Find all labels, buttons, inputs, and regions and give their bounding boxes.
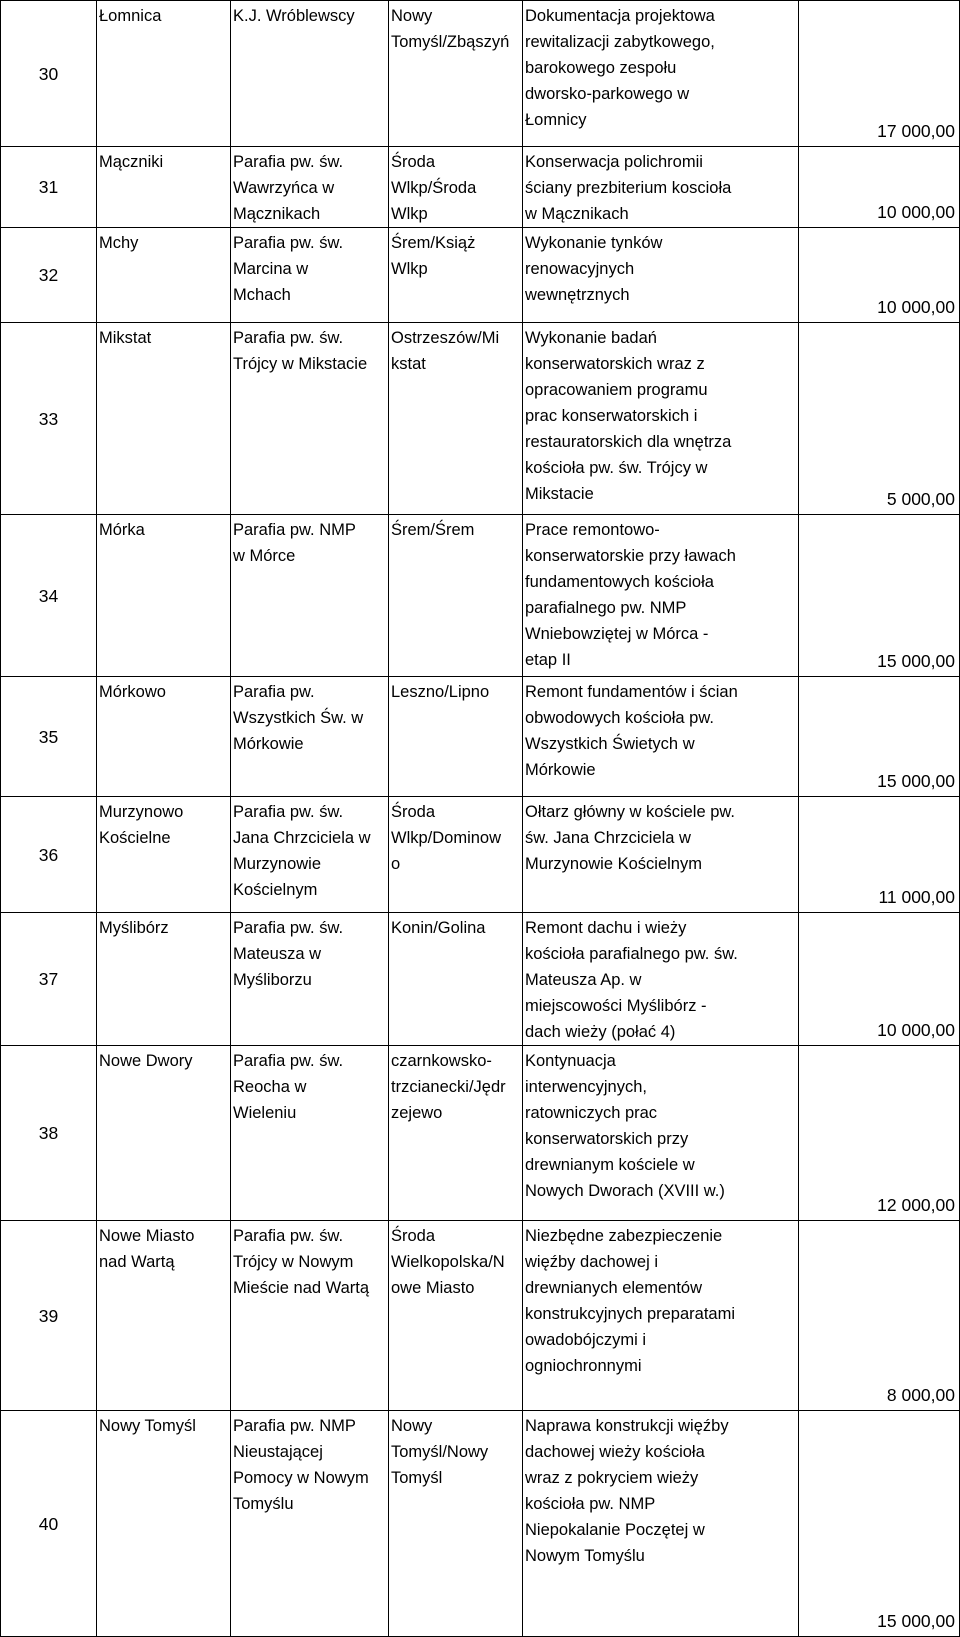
table-row: [1, 1, 960, 147]
county-commune-line: Leszno/Lipno: [391, 683, 490, 701]
task-description-cell: [523, 677, 799, 797]
owner-line: Marcina w: [233, 260, 309, 278]
task-description-line: barokowego zespołu: [525, 59, 677, 77]
task-description-line: Mórkowie: [525, 761, 596, 779]
task-description-cell: [523, 1411, 799, 1637]
row-number: 35: [1, 677, 97, 797]
amount-cell: 10 000,00: [799, 228, 960, 323]
owner-cell: [231, 228, 389, 323]
county-commune-line: Konin/Golina: [391, 919, 486, 937]
owner-cell: [231, 1411, 389, 1637]
task-description-line: Nowych Dworach (XVIII w.): [525, 1182, 725, 1200]
locality-cell: [97, 1046, 231, 1221]
owner-cell: [231, 147, 389, 228]
locality-cell: [97, 323, 231, 515]
owner-cell: [231, 797, 389, 913]
locality-line: Łomnica: [99, 7, 162, 25]
owner-line: K.J. Wróblewscy: [233, 7, 355, 25]
locality-line: Kościelne: [99, 829, 171, 847]
task-description-line: Nowym Tomyślu: [525, 1547, 645, 1565]
owner-line: Wawrzyńca w: [233, 179, 335, 197]
amount-cell: 11 000,00: [799, 797, 960, 913]
amount-cell: 10 000,00: [799, 147, 960, 228]
owner-line: Wieleniu: [233, 1104, 297, 1122]
locality-cell: [97, 797, 231, 913]
table-row: [1, 147, 960, 228]
owner-line: Trójcy w Nowym: [233, 1253, 354, 1271]
task-description-line: Łomnicy: [525, 111, 587, 129]
task-description-line: konstrukcyjnych preparatami: [525, 1305, 736, 1323]
locality-cell: [97, 228, 231, 323]
task-description-line: Wykonanie badań: [525, 329, 657, 347]
locality-cell: [97, 677, 231, 797]
owner-line: Mateusza w: [233, 945, 322, 963]
county-commune-line: o: [391, 855, 401, 873]
task-description-line: Dokumentacja projektowa: [525, 7, 715, 25]
locality-cell: [97, 1, 231, 147]
amount-cell: 17 000,00: [799, 1, 960, 147]
task-description-line: dworsko-parkowego w: [525, 85, 690, 103]
row-number: 32: [1, 228, 97, 323]
locality-line: Mórkowo: [99, 683, 166, 701]
task-description-line: wewnętrznych: [525, 286, 630, 304]
task-description-cell: [523, 1, 799, 147]
task-description-line: Niepokalanie Poczętej w: [525, 1521, 705, 1539]
county-commune-line: Śrem/Śrem: [391, 521, 475, 539]
amount-cell: 15 000,00: [799, 677, 960, 797]
county-commune-cell: [389, 515, 523, 677]
table-row: [1, 1411, 960, 1637]
amount-cell: 10 000,00: [799, 913, 960, 1046]
task-description-line: miejscowości Myślibórz -: [525, 997, 707, 1015]
owner-line: Parafia pw. św.: [233, 1227, 344, 1245]
county-commune-line: Tomyśl: [391, 1469, 443, 1487]
task-description-line: dach wieży (połać 4): [525, 1023, 676, 1041]
task-description-line: św. Jana Chrzciciela w: [525, 829, 691, 847]
table-row: [1, 1046, 960, 1221]
locality-cell: [97, 1221, 231, 1411]
task-description-line: Ołtarz główny w kościele pw.: [525, 803, 735, 821]
amount-cell: 8 000,00: [799, 1221, 960, 1411]
task-description-line: więźby dachowej i: [525, 1253, 658, 1271]
county-commune-line: Środa: [391, 1227, 436, 1245]
owner-line: Parafia pw. NMP: [233, 521, 356, 539]
task-description-line: Konserwacja polichromii: [525, 153, 703, 171]
row-number: 39: [1, 1221, 97, 1411]
locality-line: Mikstat: [99, 329, 152, 347]
amount-cell: 15 000,00: [799, 1411, 960, 1637]
owner-line: Murzynowie: [233, 855, 322, 873]
task-description-cell: [523, 228, 799, 323]
table-row: [1, 677, 960, 797]
task-description-line: Mateusza Ap. w: [525, 971, 642, 989]
task-description-line: fundamentowych kościoła: [525, 573, 714, 591]
locality-line: Mączniki: [99, 153, 164, 171]
locality-cell: [97, 913, 231, 1046]
county-commune-cell: [389, 228, 523, 323]
locality-cell: [97, 1411, 231, 1637]
task-description-line: Mikstacie: [525, 485, 594, 503]
task-description-line: wraz z pokryciem wieży: [525, 1469, 699, 1487]
task-description-line: dachowej wieży kościoła: [525, 1443, 705, 1461]
locality-line: Murzynowo: [99, 803, 184, 821]
owner-line: Kościelnym: [233, 881, 318, 899]
task-description-line: obwodowych kościoła pw.: [525, 709, 714, 727]
owner-line: Myśliborzu: [233, 971, 312, 989]
county-commune-cell: [389, 323, 523, 515]
row-number: 34: [1, 515, 97, 677]
task-description-line: konserwatorskich przy: [525, 1130, 689, 1148]
locality-line: Mchy: [99, 234, 139, 252]
county-commune-line: Wielkopolska/N: [391, 1253, 505, 1271]
task-description-line: Remont dachu i wieży: [525, 919, 687, 937]
table-row: [1, 797, 960, 913]
owner-cell: [231, 677, 389, 797]
table-row: [1, 913, 960, 1046]
task-description-line: Niezbędne zabezpieczenie: [525, 1227, 723, 1245]
county-commune-line: Wlkp: [391, 260, 428, 278]
row-number: 31: [1, 147, 97, 228]
task-description-line: renowacyjnych: [525, 260, 635, 278]
task-description-line: w Mącznikach: [525, 205, 629, 223]
county-commune-line: czarnkowsko-: [391, 1052, 492, 1070]
row-number: 37: [1, 913, 97, 1046]
county-commune-line: Środa: [391, 153, 436, 171]
task-description-cell: [523, 515, 799, 677]
owner-line: Wszystkich Św. w: [233, 709, 364, 727]
task-description-line: kościoła pw. św. Trójcy w: [525, 459, 708, 477]
row-number: 30: [1, 1, 97, 147]
county-commune-cell: [389, 1046, 523, 1221]
task-description-line: prac konserwatorskich i: [525, 407, 698, 425]
county-commune-line: Śrem/Książ: [391, 234, 476, 252]
locality-line: nad Wartą: [99, 1253, 175, 1271]
owner-line: Mieście nad Wartą: [233, 1279, 370, 1297]
task-description-line: rewitalizacji zabytkowego,: [525, 33, 715, 51]
county-commune-cell: [389, 797, 523, 913]
row-number: 33: [1, 323, 97, 515]
task-description-line: drewnianym kościele w: [525, 1156, 695, 1174]
task-description-line: interwencyjnych,: [525, 1078, 647, 1096]
owner-line: Parafia pw. św.: [233, 919, 344, 937]
locality-line: Nowy Tomyśl: [99, 1417, 196, 1435]
county-commune-line: Środa: [391, 803, 436, 821]
county-commune-line: owe Miasto: [391, 1279, 475, 1297]
task-description-line: konserwatorskie przy ławach: [525, 547, 736, 565]
task-description-line: etap II: [525, 651, 571, 669]
locality-line: Nowe Miasto: [99, 1227, 195, 1245]
owner-line: Nieustającej: [233, 1443, 323, 1461]
locality-cell: [97, 515, 231, 677]
county-commune-line: Ostrzeszów/Mi: [391, 329, 500, 347]
county-commune-line: Tomyśl/Zbąszyń: [391, 33, 510, 51]
owner-line: Pomocy w Nowym: [233, 1469, 369, 1487]
county-commune-line: Wlkp/Środa: [391, 179, 477, 197]
task-description-line: opracowaniem programu: [525, 381, 708, 399]
task-description-line: Kontynuacja: [525, 1052, 616, 1070]
locality-line: Myślibórz: [99, 919, 169, 937]
table-row: [1, 515, 960, 677]
amount-cell: 5 000,00: [799, 323, 960, 515]
task-description-cell: [523, 323, 799, 515]
task-description-line: Wykonanie tynków: [525, 234, 663, 252]
county-commune-line: kstat: [391, 355, 426, 373]
locality-line: Mórka: [99, 521, 145, 539]
owner-line: Mącznikach: [233, 205, 321, 223]
county-commune-cell: [389, 913, 523, 1046]
owner-cell: [231, 1, 389, 147]
row-number: 40: [1, 1411, 97, 1637]
owner-line: Parafia pw. św.: [233, 153, 344, 171]
owner-line: Trójcy w Mikstacie: [233, 355, 368, 373]
owner-line: Parafia pw. NMP: [233, 1417, 356, 1435]
task-description-line: Naprawa konstrukcji więźby: [525, 1417, 729, 1435]
task-description-cell: [523, 147, 799, 228]
task-description-line: ściany prezbiterium koscioła: [525, 179, 732, 197]
task-description-line: Wniebowziętej w Mórca -: [525, 625, 709, 643]
county-commune-line: Wlkp/Dominow: [391, 829, 502, 847]
county-commune-line: zejewo: [391, 1104, 443, 1122]
task-description-cell: [523, 1221, 799, 1411]
owner-line: Mchach: [233, 286, 291, 304]
owner-line: Tomyślu: [233, 1495, 294, 1513]
row-number: 36: [1, 797, 97, 913]
task-description-line: Prace remontowo-: [525, 521, 660, 539]
table-row: [1, 1221, 960, 1411]
task-description-line: konserwatorskich wraz z: [525, 355, 705, 373]
task-description-line: restauratorskich dla wnętrza: [525, 433, 732, 451]
owner-cell: [231, 913, 389, 1046]
locality-cell: [97, 147, 231, 228]
task-description-line: ratowniczych prac: [525, 1104, 658, 1122]
task-description-cell: [523, 1046, 799, 1221]
task-description-line: Remont fundamentów i ścian: [525, 683, 738, 701]
row-number: 38: [1, 1046, 97, 1221]
task-description-line: Wszystkich Świetych w: [525, 735, 695, 753]
table-row: [1, 228, 960, 323]
owner-line: Reocha w: [233, 1078, 307, 1096]
county-commune-cell: [389, 1, 523, 147]
owner-cell: [231, 1221, 389, 1411]
owner-line: Parafia pw.: [233, 683, 315, 701]
task-description-line: drewnianych elementów: [525, 1279, 703, 1297]
county-commune-line: Wlkp: [391, 205, 428, 223]
county-commune-cell: [389, 1221, 523, 1411]
county-commune-line: Nowy: [391, 1417, 433, 1435]
grant-table-body: [1, 1, 960, 1637]
owner-line: Mórkowie: [233, 735, 304, 753]
task-description-line: owadobójczymi i: [525, 1331, 647, 1349]
owner-line: Parafia pw. św.: [233, 1052, 344, 1070]
amount-cell: 12 000,00: [799, 1046, 960, 1221]
owner-line: Parafia pw. św.: [233, 329, 344, 347]
county-commune-line: Tomyśl/Nowy: [391, 1443, 489, 1461]
county-commune-cell: [389, 1411, 523, 1637]
owner-line: Parafia pw. św.: [233, 234, 344, 252]
task-description-line: ogniochronnymi: [525, 1357, 642, 1375]
county-commune-line: Nowy: [391, 7, 433, 25]
table-row: [1, 323, 960, 515]
amount-cell: 15 000,00: [799, 515, 960, 677]
locality-line: Nowe Dwory: [99, 1052, 193, 1070]
owner-cell: [231, 1046, 389, 1221]
county-commune-cell: [389, 677, 523, 797]
task-description-cell: [523, 797, 799, 913]
county-commune-cell: [389, 147, 523, 228]
task-description-line: parafialnego pw. NMP: [525, 599, 687, 617]
task-description-cell: [523, 913, 799, 1046]
owner-cell: [231, 515, 389, 677]
owner-line: w Mórce: [233, 547, 296, 565]
owner-cell: [231, 323, 389, 515]
owner-line: Jana Chrzciciela w: [233, 829, 371, 847]
task-description-line: kościoła pw. NMP: [525, 1495, 656, 1513]
county-commune-line: trzcianecki/Jędr: [391, 1078, 506, 1096]
owner-line: Parafia pw. św.: [233, 803, 344, 821]
task-description-line: Murzynowie Kościelnym: [525, 855, 702, 873]
task-description-line: kościoła parafialnego pw. św.: [525, 945, 738, 963]
